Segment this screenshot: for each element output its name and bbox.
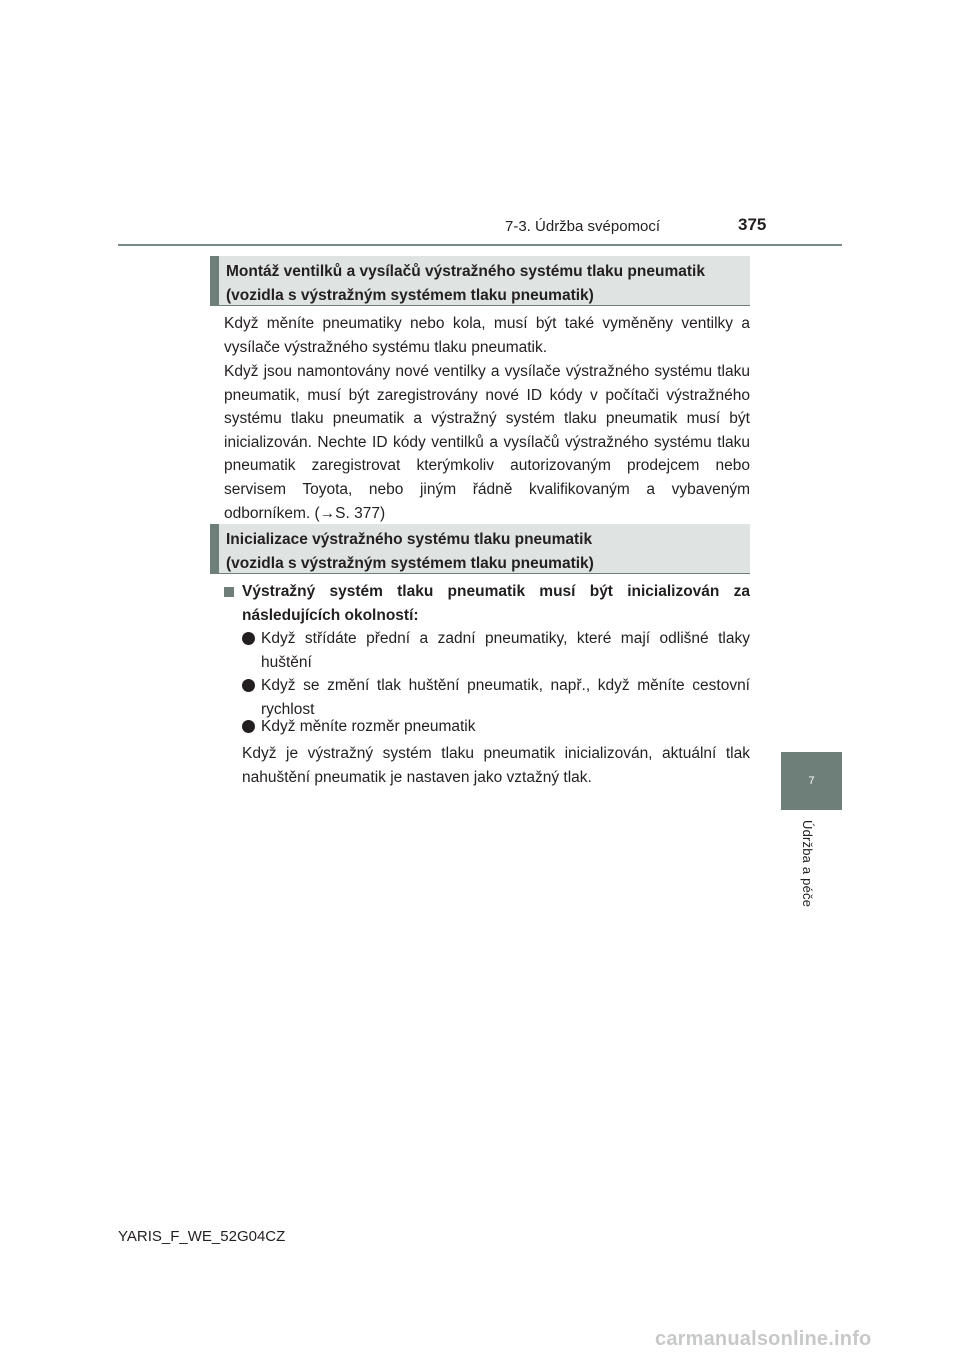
header-divider xyxy=(118,244,842,246)
document-code: YARIS_F_WE_52G04CZ xyxy=(118,1228,286,1245)
section-heading-initialization xyxy=(210,524,750,574)
section-heading-line: Inicializace výstražného systému tlaku pneumatik xyxy=(226,531,593,548)
list-item xyxy=(242,627,750,674)
section-heading-valves xyxy=(210,256,750,306)
section-heading-line: (vozidla s výstražným systémem tlaku pneumatik) xyxy=(226,287,594,304)
paragraph: Když měníte pneumatiky nebo kola, musí být také vyměněny ventilky a vysílače výstražného systému tlaku pneumatik. xyxy=(224,315,750,356)
section-heading-line: Montáž ventilků a vysílačů výstražného systému tlaku pneumatik xyxy=(226,263,705,280)
section-title: 7-3. Údržba svépomocí xyxy=(505,218,661,235)
bullet-icon xyxy=(242,632,255,645)
sub-heading-text: Výstražný systém tlaku pneumatik musí být inicializován za následujících okolností: xyxy=(242,583,750,624)
list-item-text: Když měníte rozměr pneumatik xyxy=(261,718,476,735)
bullet-icon xyxy=(242,679,255,692)
sub-heading xyxy=(224,580,750,627)
list-item xyxy=(242,715,750,739)
chapter-tab xyxy=(781,752,842,810)
bullet-icon xyxy=(242,720,255,733)
list-item-text: Když se změní tlak huštění pneumatik, např., když měníte cestovní rychlost xyxy=(261,677,750,718)
chapter-label: Údržba a péče xyxy=(800,820,815,908)
section-heading-line: (vozidla s výstražným systémem tlaku pneumatik) xyxy=(226,555,594,572)
watermark: carmanualsonline.info xyxy=(655,1328,872,1350)
paragraph: Když jsou namontovány nové ventilky a vysílače výstražného systému tlaku pneumatik, musí být zaregistrovány nové ID kódy v počítači výstražného systému tlaku pneumatik a výstražný systém tlaku pneumatik musí být inicializován. Nechte ID kódy ventilků a vysílačů výstražného systému tlaku pneumatik zaregistrovat kterýmkoliv autorizovaným prodejcem nebo servisem Toyota, nebo jiným řádně kvalifikovaným a vybaveným odborníkem. (→S. 377) xyxy=(224,363,750,522)
paragraph: Když je výstražný systém tlaku pneumatik inicializován, aktuální tlak nahuštění pneumatik je nastaven jako vztažný tlak. xyxy=(242,745,750,786)
list-item-text: Když střídáte přední a zadní pneumatiky, které mají odlišné tlaky huštění xyxy=(261,630,750,671)
page-number: 375 xyxy=(738,215,767,234)
chapter-number: 7 xyxy=(808,775,815,787)
square-bullet-icon xyxy=(224,587,234,597)
